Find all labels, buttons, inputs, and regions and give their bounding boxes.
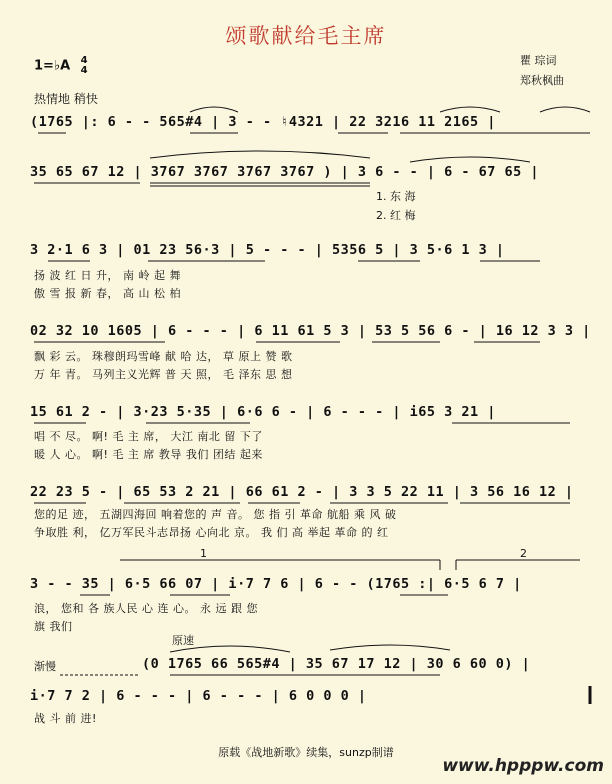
volta-2-label: 2 [520,547,527,560]
verse-label-1: 1. 东 海 [376,190,416,203]
time-signature [81,56,88,76]
system-9-lyrics-1: 战 斗 前 进! [34,712,97,725]
system-5-notes: 15 61 2 - | 3·23 5·35 | 6·6 6 - | 6 - - - | i65 3 21 | [30,404,496,420]
system-8-notes: (0 1765 66 565#4 | 35 67 17 12 | 30 6 60 0) | [142,656,531,672]
key-label: 1=♭A [34,58,71,74]
system-7-notes: 3 - - 35 | 6·5 66 07 | i·7 7 6 | 6 - - (1765 :| 6·5 6 7 | [30,576,522,592]
verse-label-2: 2. 红 梅 [376,209,416,222]
system-1-notes: (1765 |: 6 - - 565#4 | 3 - - ♮4321 | 22 3216 11 2165 | [30,114,496,130]
slur [190,107,238,112]
composer-credit: 郑秋枫曲 [520,74,564,87]
system-7-lyrics-2: 旗 我们 [34,620,73,633]
system-4-lyrics-1: 飘 彩 云。 珠穆朗玛雪峰 献 哈 达， 草 原上 赞 歌 [34,350,293,363]
slur [410,157,530,162]
time-bottom: 4 [80,65,88,76]
lyricist-credit: 瞿 琮词 [520,54,557,67]
system-7-lyrics-1: 浪， 您和 各 族人民 心 连 心。 永 远 跟 您 [34,602,258,615]
slur [440,107,500,112]
song-title: 颂歌献给毛主席 [225,24,387,48]
site-watermark: www.hpppw.com [442,756,604,776]
key-signature [34,56,88,76]
volta-1-label: 1 [200,547,207,560]
slur [540,107,590,112]
slur [150,151,370,158]
tempo-change-marking: 原速 [172,634,194,647]
system-6-notes: 22 23 5 - | 65 53 2 21 | 66 61 2 - | 3 3 5 22 11 | 3 56 16 12 | [30,484,574,500]
tempo-marking: 热情地 稍快 [34,92,98,106]
system-4-lyrics-2: 万 年 青。 马列主义光辉 普 天 照， 毛 泽东 思 想 [34,368,293,381]
system-5-lyrics-1: 唱 不 尽。 啊! 毛 主 席， 大江 南北 留 下了 [34,430,263,443]
system-5-lyrics-2: 暖 人 心。 啊! 毛 主 席 教导 我们 团结 起来 [34,448,263,461]
system-6-lyrics-1: 您的足 迹， 五湖四海回 响着您的 声 音。 您 指 引 革命 航船 乘 风 破 [34,508,397,521]
ritard-marking: 渐慢 [34,660,56,673]
system-9-notes: i·7 7 2 | 6 - - - | 6 - - - | 6 0 0 0 | [30,688,367,704]
system-2-notes: 35 65 67 12 | 3767 3767 3767 3767 ) | 3 6 - - | 6 - 67 65 | [30,164,540,180]
slur [330,645,450,650]
system-4-notes: 02 32 10 1605 | 6 - - - | 6 11 61 5 3 | 53 5 56 6 - | 16 12 3 3 | [30,323,591,339]
system-3-lyrics-1: 扬 波 红 日 升， 南 岭 起 舞 [34,269,181,282]
time-top: 4 [80,55,88,66]
system-3-lyrics-2: 傲 雪 报 新 春， 高 山 松 柏 [34,287,181,300]
system-6-lyrics-2: 争取胜 利， 亿万军民斗志昂扬 心向北 京。 我 们 高 举起 革命 的 红 [34,526,389,539]
system-3-notes: 3 2·1 6 3 | 01 23 56·3 | 5 - - - | 5356 5 | 3 5·6 1 3 | [30,242,505,258]
source-footer: 原载《战地新歌》续集，sunzp制谱 [218,746,394,759]
